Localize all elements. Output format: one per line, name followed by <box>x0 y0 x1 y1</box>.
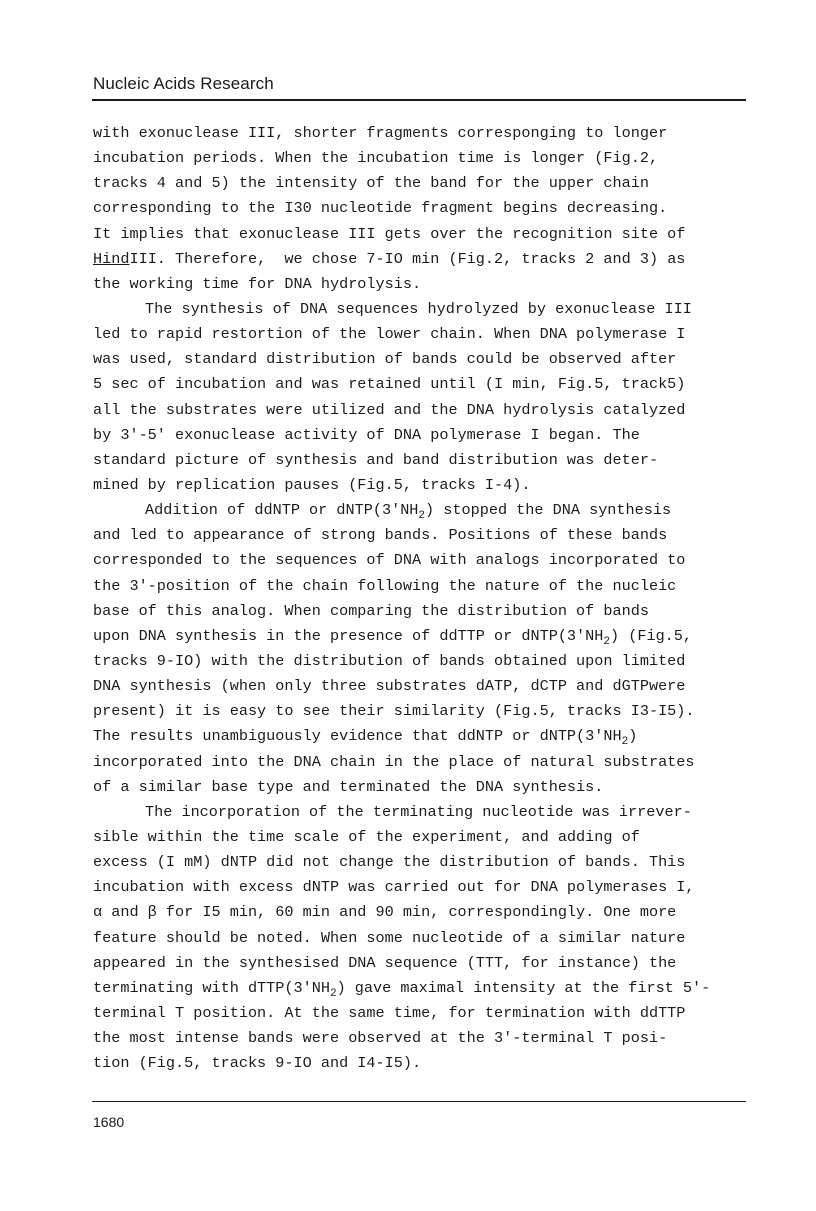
text-run: Addition of ddNTP or dNTP(3'NH <box>145 501 419 520</box>
text-run: ) (Fig.5, <box>610 626 693 645</box>
text-line <box>93 398 753 423</box>
text-line <box>93 1026 753 1051</box>
text-line <box>93 473 753 498</box>
text-line <box>93 574 753 599</box>
paragraph <box>93 498 753 800</box>
header-rule <box>92 99 746 101</box>
text-line <box>93 926 753 951</box>
text-run: corresponding to the I30 nucleotide fragment begins decreasing. <box>93 199 668 218</box>
text-run: sible within the time scale of the experiment, and adding of <box>93 827 640 846</box>
text-line <box>93 372 753 397</box>
text-line <box>93 699 753 724</box>
text-run: DNA synthesis (when only three substrates dATP, dCTP and dGTPwere <box>93 677 686 696</box>
text-line <box>93 322 753 347</box>
article-body <box>93 121 753 1076</box>
text-run: The incorporation of the terminating nucleotide was irrever- <box>145 802 692 821</box>
text-run: the working time for DNA hydrolysis. <box>93 274 422 293</box>
journal-title: Nucleic Acids Research <box>93 74 274 93</box>
text-run: by 3'-5' exonuclease activity of DNA polymerase I began. The <box>93 425 640 444</box>
text-line <box>93 247 753 272</box>
text-line <box>93 825 753 850</box>
text-run: The results unambiguously evidence that ddNTP or dNTP(3'NH <box>93 727 622 746</box>
text-line <box>93 171 753 196</box>
text-run: with exonuclease III, shorter fragments corresponging to longer <box>93 124 668 142</box>
text-line <box>93 649 753 674</box>
text-run: terminal T position. At the same time, for termination with ddTTP <box>93 1003 686 1022</box>
text-run: of a similar base type and terminated the DNA synthesis. <box>93 777 604 796</box>
text-run: standard picture of synthesis and band distribution was deter- <box>93 450 659 469</box>
footer-rule <box>92 1101 746 1102</box>
text-run: III. Therefore, we chose 7-IO min (Fig.2, tracks 2 and 3) as <box>129 249 686 268</box>
subscript: 2 <box>329 987 337 1000</box>
text-run: It implies that exonuclease III gets over the recognition site of <box>93 224 686 243</box>
text-line <box>93 900 753 925</box>
text-run: base of this analog. When comparing the distribution of bands <box>93 601 649 620</box>
text-line <box>93 548 753 573</box>
text-line <box>93 775 753 800</box>
text-run: upon DNA synthesis in the presence of ddTTP or dNTP(3'NH <box>93 626 604 645</box>
text-run: ) gave maximal intensity at the first 5'- <box>336 978 711 997</box>
text-run: 5 sec of incubation and was retained until (I min, Fig.5, track5) <box>93 375 686 394</box>
text-line <box>93 750 753 775</box>
text-line <box>93 448 753 473</box>
text-run: and led to appearance of strong bands. Positions of these bands <box>93 526 668 545</box>
text-line <box>93 347 753 372</box>
paragraph <box>93 121 753 297</box>
text-line <box>93 875 753 900</box>
page-number: 1680 <box>93 1114 125 1130</box>
text-line <box>93 222 753 247</box>
text-line <box>93 121 753 146</box>
text-line <box>93 523 753 548</box>
text-line <box>93 297 753 322</box>
text-run: The synthesis of DNA sequences hydrolyzed by exonuclease III <box>145 299 692 318</box>
text-line <box>93 800 753 825</box>
text-run: tracks 4 and 5) the intensity of the band for the upper chain <box>93 174 649 193</box>
text-line <box>93 599 753 624</box>
text-run: the most intense bands were observed at the 3'-terminal T posi- <box>93 1029 668 1048</box>
text-line <box>93 674 753 699</box>
text-run: ) <box>628 727 638 746</box>
text-run: feature should be noted. When some nucleotide of a similar nature <box>93 928 686 947</box>
subscript: 2 <box>621 736 629 749</box>
text-line <box>93 724 753 749</box>
text-run: α and β for I5 min, 60 min and 90 min, correspondingly. One more <box>93 903 677 922</box>
text-run: tion (Fig.5, tracks 9-IO and I4-I5). <box>93 1054 422 1073</box>
text-line <box>93 976 753 1001</box>
subscript: 2 <box>603 635 610 648</box>
text-line <box>93 1051 753 1076</box>
paragraph <box>93 800 753 1077</box>
text-run: led to rapid restortion of the lower chain. When DNA polymerase I <box>93 325 686 344</box>
text-run: appeared in the synthesised DNA sequence (TTT, for instance) the <box>93 953 677 972</box>
text-line <box>93 850 753 875</box>
text-run: excess (I mM) dNTP did not change the distribution of bands. This <box>93 853 686 872</box>
text-line <box>93 272 753 297</box>
paragraph <box>93 297 753 498</box>
text-run: terminating with dTTP(3'NH <box>93 978 330 997</box>
text-run: present) it is easy to see their similarity (Fig.5, tracks I3-I5). <box>93 702 695 721</box>
text-line <box>93 146 753 171</box>
text-line <box>93 951 753 976</box>
text-line <box>93 423 753 448</box>
text-run: mined by replication pauses (Fig.5, tracks I-4). <box>93 475 531 494</box>
text-line <box>93 196 753 221</box>
text-line <box>93 498 753 523</box>
text-run: all the substrates were utilized and the DNA hydrolysis catalyzed <box>93 400 686 419</box>
text-run: ) stopped the DNA synthesis <box>425 501 672 520</box>
text-run: was used, standard distribution of bands could be observed after <box>93 350 677 369</box>
text-run: incubation with excess dNTP was carried out for DNA polymerases I, <box>93 878 695 897</box>
text-run: corresponded to the sequences of DNA with analogs incorporated to <box>93 551 686 570</box>
text-run: incorporated into the DNA chain in the place of natural substrates <box>93 752 695 771</box>
subscript: 2 <box>418 510 426 523</box>
text-line <box>93 1001 753 1026</box>
text-run: the 3'-position of the chain following the nature of the nucleic <box>93 576 677 595</box>
text-line <box>93 624 753 649</box>
text-run: incubation periods. When the incubation time is longer (Fig.2, <box>93 149 659 168</box>
text-run: tracks 9-IO) with the distribution of bands obtained upon limited <box>93 651 686 670</box>
underlined-text: Hind <box>93 249 130 268</box>
